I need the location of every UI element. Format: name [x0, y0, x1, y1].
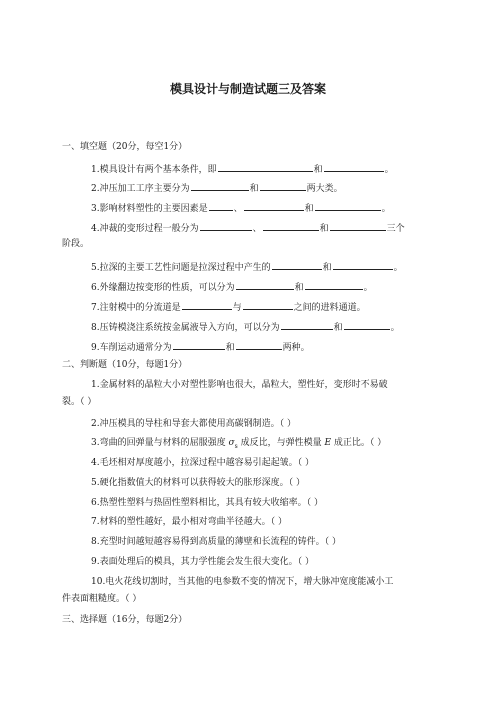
answer-blank	[173, 340, 225, 350]
answer-blank	[324, 162, 384, 172]
answer-blank	[315, 201, 381, 211]
judge-question-5: 5.硬化指数值大的材料可以获得较大的胀形深度。（ ）	[91, 478, 305, 488]
fill-question-8: 8.压铸模浇注系统按金属液导入方向，可以分为 和 。	[91, 320, 400, 334]
answer-blank	[236, 280, 294, 290]
answer-blank	[333, 260, 393, 270]
fill-question-7: 7.注射模中的分流道是 与 之间的进料通道。	[91, 300, 366, 314]
answer-blank	[344, 320, 390, 330]
judge-question-10: 10.电火花线切割时，当其他的电参数不变的情况下，增大脉冲宽度能减小工	[91, 577, 394, 587]
answer-blank	[191, 181, 249, 191]
answer-blank	[263, 221, 319, 231]
section3-heading: 三、选择题（16分，每题2分）	[62, 615, 188, 625]
answer-blank	[182, 300, 232, 310]
fill-question-2: 2.冲压加工工序主要分为 和 两大类。	[91, 181, 343, 195]
judge-question-6: 6.热塑性塑料与热固性塑料相比，其具有较大收缩率。（ ）	[91, 498, 323, 508]
answer-blank	[200, 221, 252, 231]
answer-blank	[243, 300, 293, 310]
answer-blank	[281, 320, 333, 330]
fill-question-9: 9.车削运动通常分为 和 两种。	[91, 340, 310, 354]
judge-question-2: 2.冲压模具的导柱和导套大都使用高碳钢制造。（ ）	[91, 419, 296, 429]
judge-question-7: 7.材料的塑性越好，最小相对弯曲半径越大。（ ）	[91, 517, 287, 527]
answer-blank	[218, 162, 313, 172]
answer-blank	[236, 340, 282, 350]
answer-blank	[272, 260, 322, 270]
judge-question-1-cont: 裂。（ ）	[62, 397, 97, 407]
section1-heading: 一、填空题（20分，每空1分）	[62, 142, 188, 152]
answer-blank	[244, 201, 304, 211]
judge-question-10-cont: 件表面粗糙度。（ ）	[62, 594, 142, 604]
judge-question-1: 1.金属材料的晶粒大小对塑性影响也很大，晶粒大，塑性好，变形时不易破	[91, 380, 388, 390]
answer-blank	[305, 280, 363, 290]
fill-question-5: 5.拉深的主要工艺性问题是拉深过程中产生的 和 。	[91, 260, 403, 274]
section2-heading: 二、判断题（10分，每题1分）	[62, 360, 188, 370]
answer-blank	[260, 181, 306, 191]
fill-question-4: 4.冲裁的变形过程一般分为 、 和 三个	[91, 221, 405, 235]
judge-question-4: 4.毛坯相对厚度越小，拉深过程中越容易引起起皱。（ ）	[91, 458, 314, 468]
judge-question-3: 3.弯曲的回弹量与材料的屈服强度 $\sigma_s$ 成反比，与弹性模量 E 成正比。（ ）	[91, 438, 387, 450]
answer-blank	[209, 201, 233, 211]
judge-question-9: 9.表面处理后的模具，其力学性能会发生很大变化。（ ）	[91, 557, 314, 567]
judge-question-8: 8.充型时间越短越容易得到高质量的薄壁和长流程的铸件。（ ）	[91, 537, 341, 547]
fill-question-4-cont: 阶段。	[62, 239, 90, 249]
fill-question-6: 6.外缘翻边按变形的性质，可以分为 和 。	[91, 280, 373, 294]
fill-question-1: 1.模具设计有两个基本条件，即 和 。	[91, 162, 394, 176]
fill-question-3: 3.影响材料塑性的主要因素是 、 和 。	[91, 201, 391, 215]
answer-blank	[330, 221, 386, 231]
page-title: 模具设计与制造试题三及答案	[169, 82, 326, 96]
